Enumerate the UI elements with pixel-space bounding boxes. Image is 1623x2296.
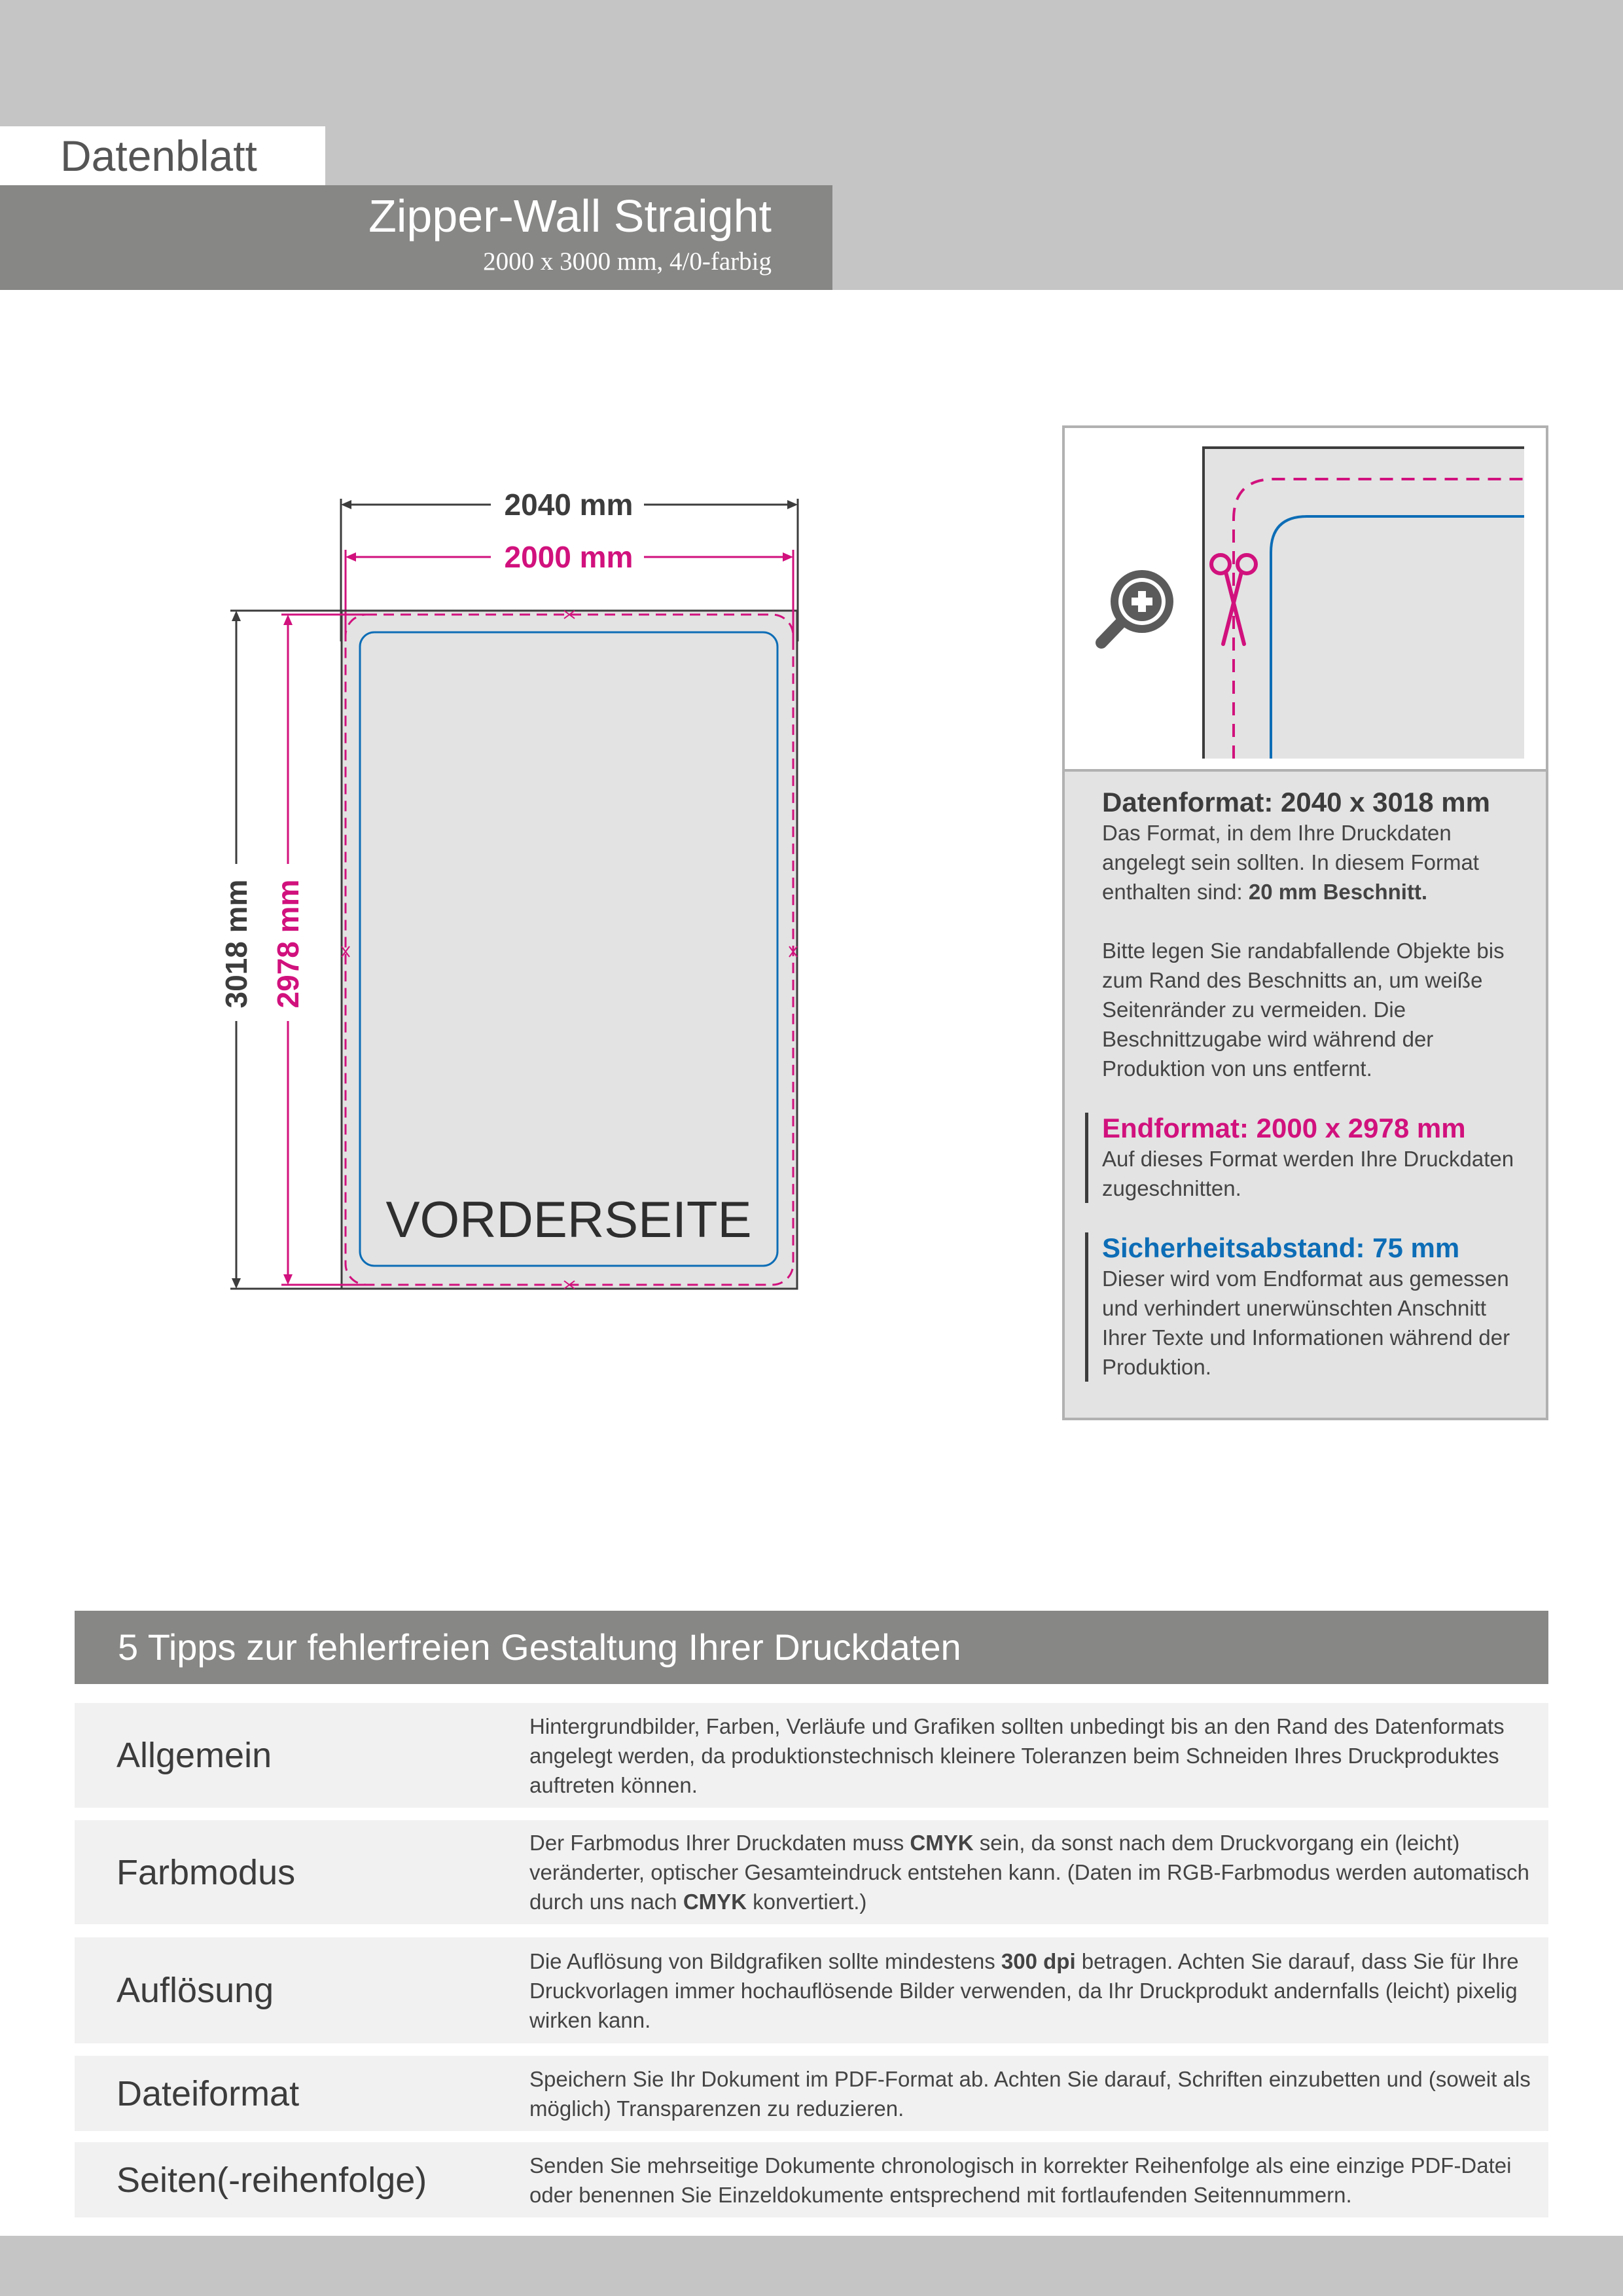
endformat-title: Endformat: 2000 x 2978 mm (1102, 1113, 1466, 1143)
footer-band (0, 2236, 1623, 2296)
tip-text-part: Der Farbmodus Ihrer Druckdaten muss (529, 1831, 910, 1855)
tip-row-dateiformat (75, 2056, 1548, 2131)
document-label: Datenblatt (0, 126, 325, 185)
zoom-detail (1065, 428, 1546, 772)
tip-text-part: Die Auflösung von Bildgrafiken sollte mindestens (529, 1948, 1001, 1973)
tip-label: Farbmodus (116, 1852, 296, 1892)
side-label: VORDERSEITE (385, 1191, 752, 1248)
width-inner-label: 2000 mm (504, 540, 633, 574)
endformat-section (1085, 1113, 1534, 1203)
tip-text-bold: CMYK (683, 1890, 747, 1914)
tip-text-bold: 300 dpi (1001, 1948, 1076, 1973)
sicherheitsabstand-section (1085, 1232, 1534, 1382)
data-format-rect (342, 611, 797, 1289)
height-outer-label: 3018 mm (219, 879, 253, 1009)
tip-text-part: betragen. Achten Sie darauf, dass Sie für Ihre Druckvorlagen immer hochauflösende Bilder verwenden, da Ihr Druckprodukt andernfalls (leicht) pixelig wirken kann. (529, 1948, 1519, 2032)
tip-text-part: Hintergrundbilder, Farben, Verläufe und Grafiken sollten unbedingt bis an den Rand des Datenformats angelegt werden, da produktionstechnisch kleinere Toleranzen beim Schneiden Ihres Druckproduktes auftreten können. (529, 1713, 1505, 1797)
tip-text (529, 2056, 1535, 2131)
tip-text-bold: CMYK (910, 1831, 974, 1855)
tip-row-seitenreihenfolge (75, 2142, 1548, 2217)
tip-row-allgemein (75, 1703, 1548, 1808)
tip-label: Allgemein (116, 1736, 272, 1775)
zoom-detail-graphic (1065, 428, 1546, 772)
datenformat-text-part: Das Format, in dem Ihre Druckdaten angelegt sein sollten. In diesem Format enthalten sind: (1102, 821, 1479, 904)
zoom-in-icon (1101, 570, 1173, 643)
width-outer-label: 2040 mm (504, 488, 633, 522)
tip-text (529, 1937, 1535, 2043)
tip-text (529, 1703, 1535, 1808)
datenformat-text (1102, 818, 1534, 906)
sicherheitsabstand-text: Dieser wird vom Endformat aus gemessen und verhindert unerwünschten Anschnitt Ihrer Texte und Informationen während der Produktion. (1102, 1266, 1510, 1379)
datenformat-section (1102, 787, 1534, 1083)
datenformat-bleed-value: 20 mm Beschnitt. (1248, 880, 1428, 904)
tip-row-farbmodus (75, 1820, 1548, 1924)
info-panel (1062, 425, 1548, 1420)
endformat-text: Auf dieses Format werden Ihre Druckdaten zugeschnitten. (1102, 1147, 1514, 1200)
info-text (1102, 787, 1534, 1382)
height-inner-label: 2978 mm (271, 879, 305, 1009)
product-title: Zipper-Wall Straight (368, 190, 772, 242)
tip-row-aufloesung (75, 1937, 1548, 2043)
tip-label: Auflösung (116, 1971, 274, 2010)
tip-text-part: Speichern Sie Ihr Dokument im PDF-Format ab. Achten Sie darauf, Schriften einzubetten und (soweit als möglich) Transparenzen zu reduzieren. (529, 2066, 1531, 2121)
datenformat-title: Datenformat: 2040 x 3018 mm (1102, 787, 1490, 817)
tip-text-part: Senden Sie mehrseitige Dokumente chronologisch in korrekter Reihenfolge als eine einzige PDF-Datei oder benennen Sie Einzeldokumente entsprechend mit fortlaufenden Seitennummern. (529, 2153, 1512, 2207)
tips-header: 5 Tipps zur fehlerfreien Gestaltung Ihrer Druckdaten (75, 1611, 1548, 1684)
product-subtitle: 2000 x 3000 mm, 4/0-farbig (483, 247, 772, 276)
datenformat-text-2: Bitte legen Sie randabfallende Objekte bis zum Rand des Beschnitts an, um weiße Seitenränder zu vermeiden. Die Beschnittzugabe wird während der Produktion von uns entfernt. (1102, 939, 1505, 1081)
tip-text-part: sein, da sonst nach dem Druckvorgang ein (leicht) veränderter, optischer Gesamteindruck entstehen kann. (Daten im RGB-Farbmodus werden automatisch durch uns nach (529, 1831, 1529, 1914)
tip-label: Seiten(-reihenfolge) (116, 2160, 427, 2200)
tip-text (529, 1820, 1535, 1924)
tip-text (529, 2142, 1535, 2217)
tip-text-part: konvertiert.) (747, 1890, 867, 1914)
tip-label: Dateiformat (116, 2073, 300, 2113)
sicherheitsabstand-title: Sicherheitsabstand: 75 mm (1102, 1232, 1460, 1263)
